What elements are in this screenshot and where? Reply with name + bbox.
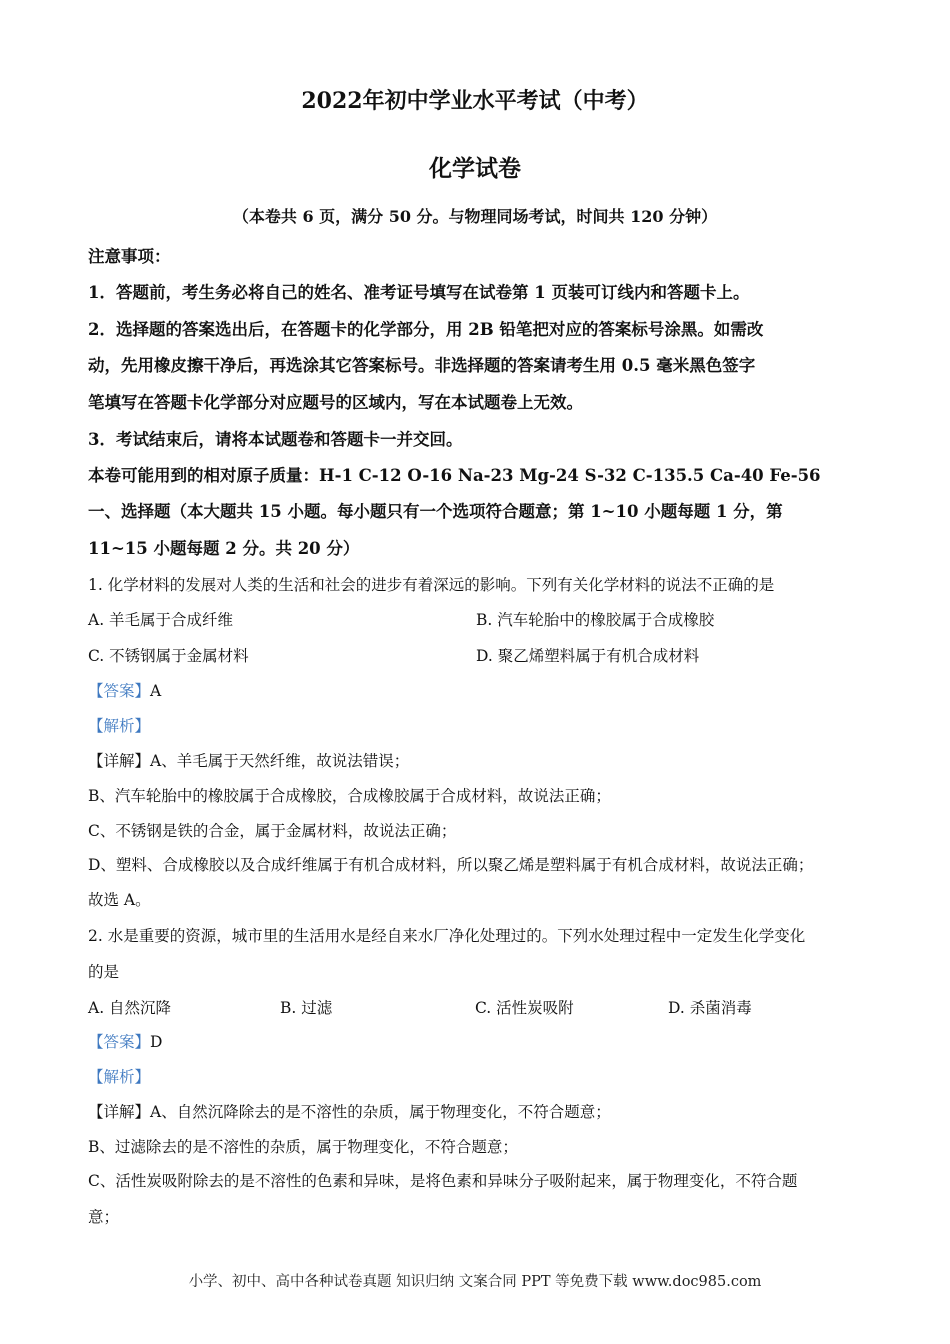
q1-option-a: A. 羊毛属于合成纤维: [88, 611, 234, 629]
q1-stem: 1. 化学材料的发展对人类的生活和社会的进步有着深远的影响。下列有关化学材料的说法不正确的是: [88, 576, 775, 594]
q1-answer: [88, 679, 161, 701]
q1-detail: [88, 749, 409, 771]
q2-option-a: A. 自然沉降: [88, 999, 172, 1017]
q2-analysis-tag: 【解析】: [88, 1068, 151, 1086]
exam-subtitle: 化学试卷: [429, 155, 521, 182]
detail-tag: 【详解】: [88, 752, 151, 770]
q1-analysis-tag: 【解析】: [88, 717, 151, 735]
q2-detail: [88, 1100, 611, 1122]
q2-option-c: C. 活性炭吸附: [475, 999, 574, 1017]
q2-answer: [88, 1030, 162, 1052]
instructions-heading: 注意事项：: [88, 247, 171, 266]
instruction-line: 3．考试结束后，请将本试题卷和答题卡一并交回。: [88, 430, 463, 449]
answer-value: A: [150, 682, 162, 700]
q2-stem: 2. 水是重要的资源，城市里的生活用水是经自来水厂净化处理过的。下列水处理过程中一定发生化学变化: [88, 927, 806, 945]
exam-note: （本卷共 6 页，满分 50 分。与物理同场考试，时间共 120 分钟）: [232, 207, 718, 226]
answer-value: D: [150, 1033, 163, 1051]
q1-option-c: C. 不锈钢属于金属材料: [88, 647, 249, 665]
q2-option-b: B. 过滤: [280, 999, 333, 1017]
q1-detail-line: B、汽车轮胎中的橡胶属于合成橡胶，合成橡胶属于合成材料，故说法正确；: [88, 787, 611, 805]
q2-detail-line: C、活性炭吸附除去的是不溶性的色素和异味，是将色素和异味分子吸附起来，属于物理变化，不符合题: [88, 1172, 798, 1190]
q2-option-d: D. 杀菌消毒: [668, 999, 752, 1017]
atomic-mass-line: 本卷可能用到的相对原子质量：H-1 C-12 O-16 Na-23 Mg-24 S-32 C-135.5 Ca-40 Fe-56: [88, 466, 821, 485]
answer-tag: 【答案】: [88, 1033, 151, 1051]
detail-tag: 【详解】: [88, 1103, 151, 1121]
instruction-line: 2．选择题的答案选出后，在答题卡的化学部分，用 2B 铅笔把对应的答案标号涂黑。如需改: [88, 320, 764, 339]
answer-tag: 【答案】: [88, 682, 151, 700]
q1-detail-line: D、塑料、合成橡胶以及合成纤维属于有机合成材料，所以聚乙烯是塑料属于有机合成材料，故说法正确；: [88, 856, 814, 874]
page-footer: 小学、初中、高中各种试卷真题 知识归纳 文案合同 PPT 等免费下载 www.doc985.com: [188, 1274, 762, 1290]
section-heading: 一、选择题（本大题共 15 小题。每小题只有一个选项符合题意；第 1~10 小题每题 1 分，第: [88, 502, 783, 521]
detail-line: A、自然沉降除去的是不溶性的杂质，属于物理变化，不符合题意；: [150, 1103, 611, 1121]
instruction-line: 1．答题前，考生务必将自己的姓名、准考证号填写在试卷第 1 页装可订线内和答题卡上。: [88, 283, 750, 302]
q2-detail-line: B、过滤除去的是不溶性的杂质，属于物理变化，不符合题意；: [88, 1138, 518, 1156]
detail-line: A、羊毛属于天然纤维，故说法错误；: [150, 752, 410, 770]
q1-detail-line: C、不锈钢是铁的合金，属于金属材料，故说法正确；: [88, 822, 457, 840]
q2-stem-cont: 的是: [88, 963, 120, 981]
q1-option-b: B. 汽车轮胎中的橡胶属于合成橡胶: [476, 611, 715, 629]
q2-detail-line: 意；: [88, 1208, 120, 1226]
section-heading-cont: 11~15 小题每题 2 分。共 20 分）: [88, 539, 360, 558]
q1-conclusion: 故选 A。: [88, 891, 151, 909]
instruction-line: 笔填写在答题卡化学部分对应题号的区域内，写在本试题卷上无效。: [88, 393, 583, 412]
instruction-line: 动，先用橡皮擦干净后，再选涂其它答案标号。非选择题的答案请考生用 0.5 毫米黑色签字: [88, 356, 756, 375]
exam-title: 2022年初中学业水平考试（中考）: [301, 88, 649, 114]
q1-option-d: D. 聚乙烯塑料属于有机合成材料: [476, 647, 700, 665]
